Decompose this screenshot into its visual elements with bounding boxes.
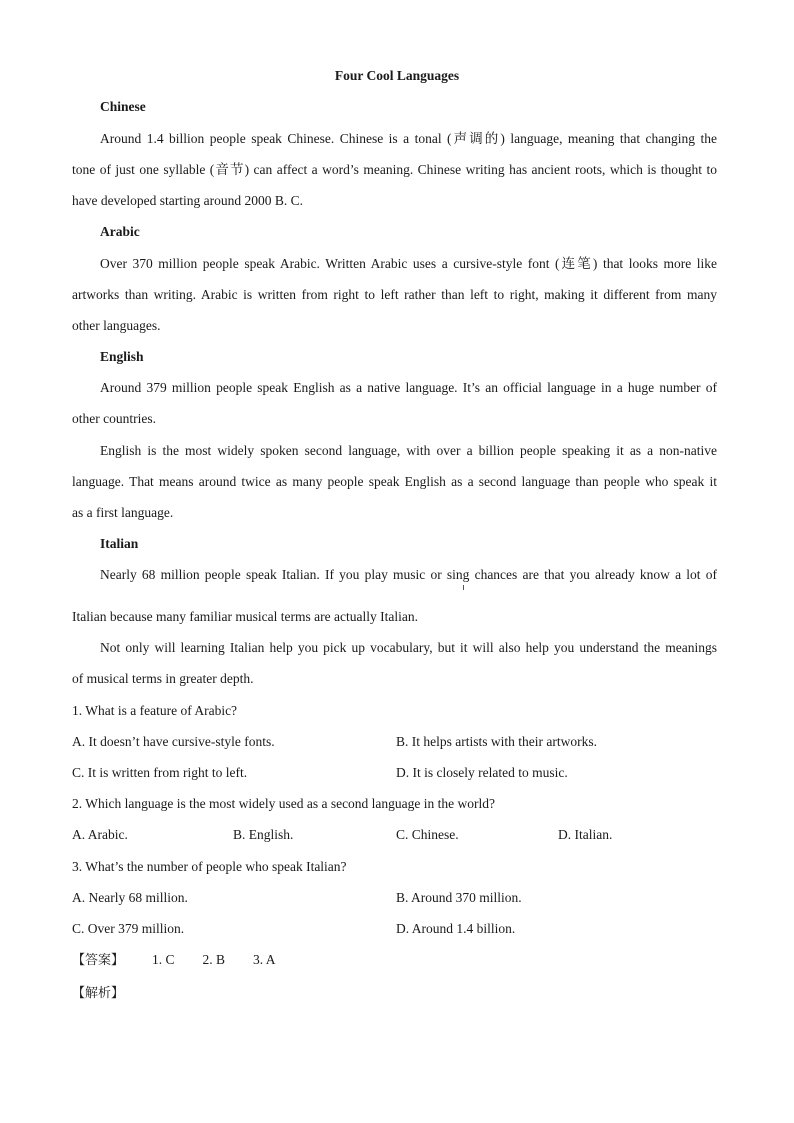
analysis-section (72, 983, 124, 1004)
paragraph-line: other languages. (72, 318, 161, 333)
question-option: D. Around 1.4 billion. (396, 921, 516, 936)
question-option: B. It helps artists with their artworks. (396, 734, 597, 749)
section-heading-english: English (100, 349, 144, 364)
question-stem: 2. Which language is the most widely used as a second language in the world? (72, 796, 496, 811)
section-heading-italian: Italian (100, 536, 139, 551)
paragraph-line: as a first language. (72, 505, 174, 520)
question-option: C. It is written from right to left. (72, 765, 248, 780)
paragraph-line: Not only will learning Italian help you pick up vocabulary, but it will also help you understand the meanings (100, 640, 717, 655)
question-option: B. Around 370 million. (396, 890, 522, 905)
answer-label: 【答案】 (72, 953, 125, 968)
answer-item: 3. A (253, 952, 276, 967)
paragraph-line: language. That means around twice as many people speak English as a second language than people who speak it (72, 474, 717, 489)
question-option: C. Chinese. (396, 827, 459, 842)
paragraph-line: other countries. (72, 411, 156, 426)
question-option: D. Italian. (558, 827, 613, 842)
section-heading-chinese: Chinese (100, 99, 146, 114)
analysis-label: 【解析】 (72, 986, 125, 1001)
paragraph-line: Around 1.4 billion people speak Chinese. Chinese is a tonal (声调的) language, meaning that changing the (100, 131, 717, 146)
paragraph-line: Over 370 million people speak Arabic. Written Arabic uses a cursive-style font (连笔) that looks more like (100, 256, 717, 271)
section-heading-arabic: Arabic (100, 224, 140, 239)
question-stem: 1. What is a feature of Arabic? (72, 703, 238, 718)
question-option: B. English. (233, 827, 294, 842)
answer-key (72, 950, 276, 971)
paragraph-line: Nearly 68 million people speak Italian. If you play music or sing chances are that you already know a lot of (100, 567, 717, 582)
question-option: A. It doesn’t have cursive-style fonts. (72, 734, 275, 749)
stray-mark (463, 585, 464, 590)
question-option: A. Nearly 68 million. (72, 890, 188, 905)
paragraph-line: Italian because many familiar musical terms are actually Italian. (72, 609, 418, 624)
answer-item: 2. B (202, 952, 226, 967)
paragraph-line: tone of just one syllable (音节) can affect a word’s meaning. Chinese writing has ancient roots, which is thought to (72, 162, 717, 177)
question-option: C. Over 379 million. (72, 921, 185, 936)
question-stem: 3. What’s the number of people who speak Italian? (72, 859, 347, 874)
paragraph-line: have developed starting around 2000 B. C. (72, 193, 303, 208)
answer-item: 1. C (152, 952, 175, 967)
question-option: A. Arabic. (72, 827, 128, 842)
question-option: D. It is closely related to music. (396, 765, 568, 780)
paragraph-line: of musical terms in greater depth. (72, 671, 254, 686)
paragraph-line: Around 379 million people speak English as a native language. It’s an official language in a huge number of (100, 380, 717, 395)
paragraph-line: artworks than writing. Arabic is written from right to left rather than left to right, making it different from many (72, 287, 717, 302)
paragraph-line: English is the most widely spoken second language, with over a billion people speaking it as a non-native (100, 443, 717, 458)
document-title: Four Cool Languages (334, 68, 460, 83)
